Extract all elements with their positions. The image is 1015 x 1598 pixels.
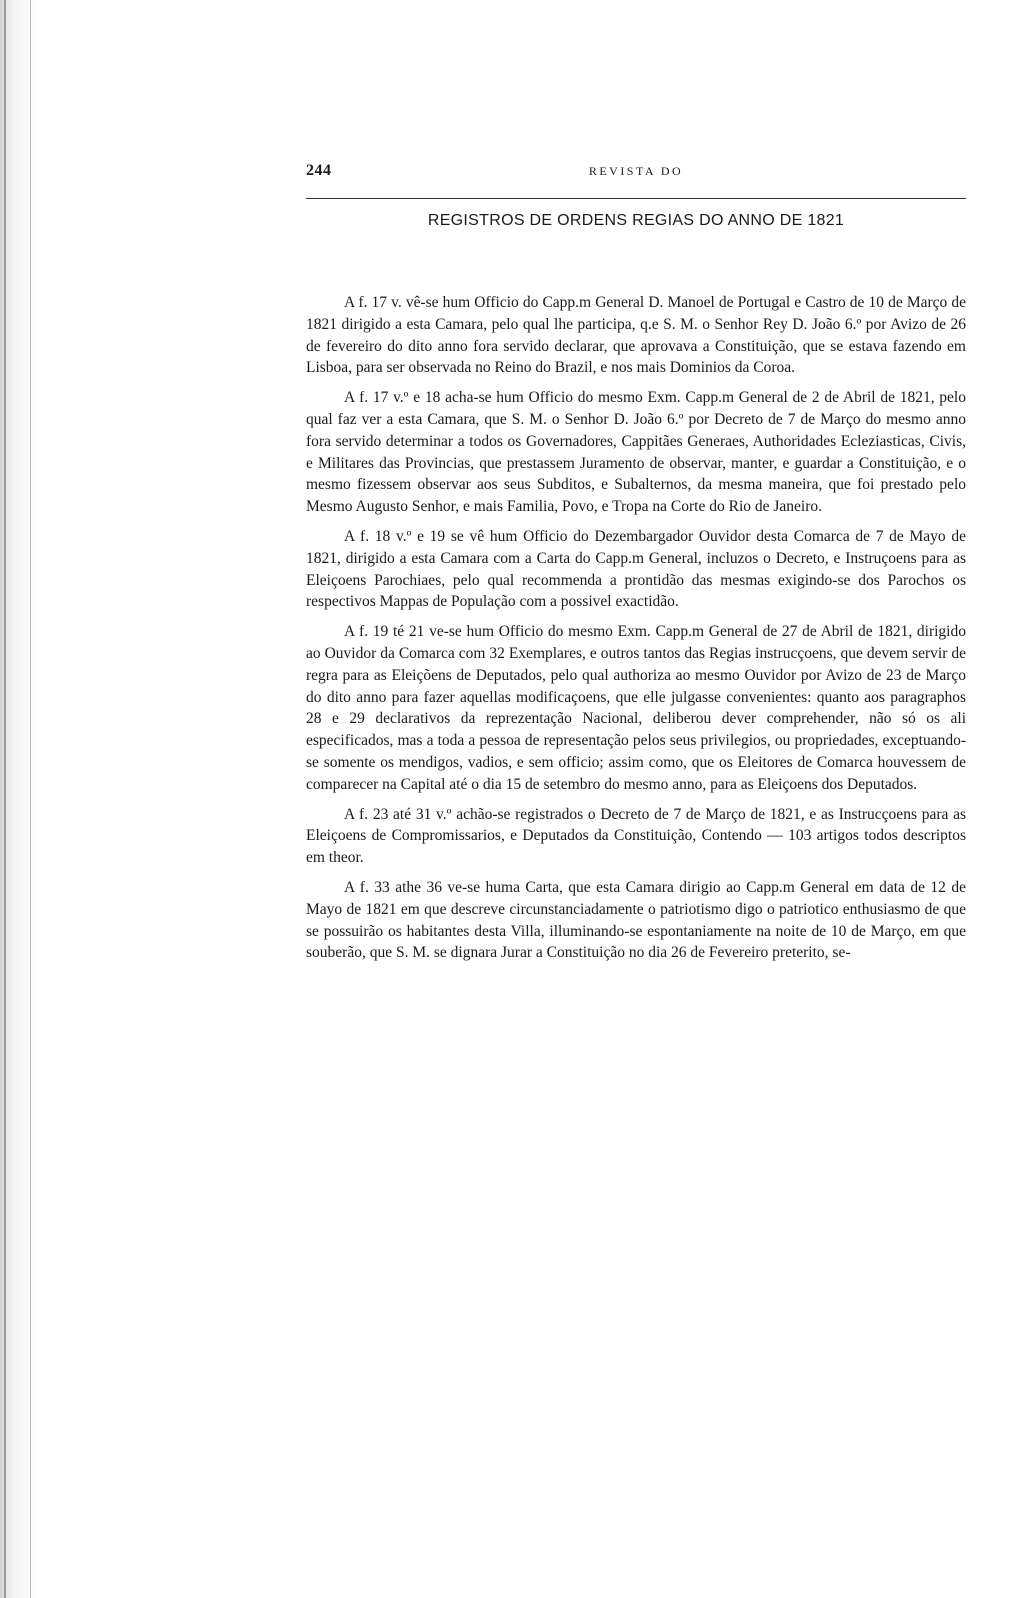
running-head: REVISTA DO [588, 164, 684, 178]
binding-line [4, 0, 6, 1598]
paragraph: A f. 33 athe 36 ve-se huma Carta, que esta Camara dirigio ao Capp.m General em data de 12 de Mayo de 1821 em que descreve circunstanciadamente o patriotismo digo o patriotico enthusiasmo de que se possuirão os habitantes desta Villa, illuminando-se espontaniamente na noite de 10 de Março, em que souberão, que S. M. se dignara Jurar a Constituição no dia 26 de Fevereiro preterito, se- [306, 878, 966, 962]
section-title: REGISTROS DE ORDENS REGIAS DO ANNO DE 1821 [427, 212, 845, 229]
paragraph: A f. 19 té 21 ve-se hum Officio do mesmo Exm. Capp.m General de 27 de Abril de 1821, dirigido ao Ouvidor da Comarca com 32 Exemplares, e outros tantos das Regias instrucçoens, que devem servir de regra para as Eleiçõens de Deputados, pelo qual authoriza ao mesmo Ouvidor por Avizo de 23 de Março do dito anno para fazer aquellas modificaçoens, que elle julgasse convenientes: quanto aos paragraphos 28 e 29 declarativos da reprezentação Nacional, deliberou dever comprehender, não só os ali especificados, mas a toda a pessoa de representação pelos seus privilegios, ou propriedades, exceptuando-se somente os mendigos, vadios, e sem officio; assim como, que os Eleitores de Comarca houvessem de comparecer na Capital até o dia 15 de setembro do mesmo anno, para as Eleiçoens dos Deputados. [306, 623, 966, 793]
header-rule [306, 198, 966, 199]
paragraph: A f. 18 v.º e 19 se vê hum Officio do Dezembargador Ouvidor desta Comarca de 7 de Mayo de 1821, dirigido a esta Camara com a Carta do Capp.m General, incluzos o Decreto, e Instruçoens para as Eleiçoens Parochiaes, pelo qual recommenda a prontidão das mesmas exigindo-se dos Parochos os respectivos Mappas de População com a possivel exactidão. [306, 527, 966, 611]
book-page [306, 0, 966, 1598]
book-binding-edge [0, 0, 40, 1598]
binding-line [30, 0, 31, 1598]
paragraph: A f. 17 v.º e 18 acha-se hum Officio do mesmo Exm. Capp.m General de 2 de Abril de 1821, pelo qual faz ver a esta Camara, que S. M. o Senhor D. João 6.º por Decreto de 7 de Março do mesmo anno fora servido determinar a todos os Governadores, Cappitães Generaes, Authoridades Ecleziasticas, Civis, e Militares das Provincias, que prestassem Juramento de observar, manter, e guardar a Constituição, e o mesmo fizessem observar aos seus Subditos, e Subalternos, da mesma maneira, que foi prestado pelo Mesmo Augusto Senhor, e mais Familia, Povo, e Tropa na Corte do Rio de Janeiro. [306, 389, 966, 516]
paragraph: A f. 17 v. vê-se hum Officio do Capp.m General D. Manoel de Portugal e Castro de 10 de Março de 1821 dirigido a esta Camara, pelo qual lhe participa, q.e S. M. o Senhor Rey D. João 6.º por Avizo de 26 de fevereiro do dito anno fora servido declarar, que aprovava a Constituição, que se estava fazendo em Lisboa, para ser observada no Reino do Brazil, e nos mais Dominios da Coroa. [306, 294, 966, 377]
paragraph: A f. 23 até 31 v.º achão-se registrados o Decreto de 7 de Março de 1821, e as Instrucçoens para as Eleiçoens de Compromissarios, e Deputados da Constituição, Contendo — 103 artigos todos descriptos em theor. [306, 805, 966, 867]
body-text [306, 292, 966, 972]
page-number: 244 [306, 162, 332, 179]
page-header [306, 158, 966, 186]
